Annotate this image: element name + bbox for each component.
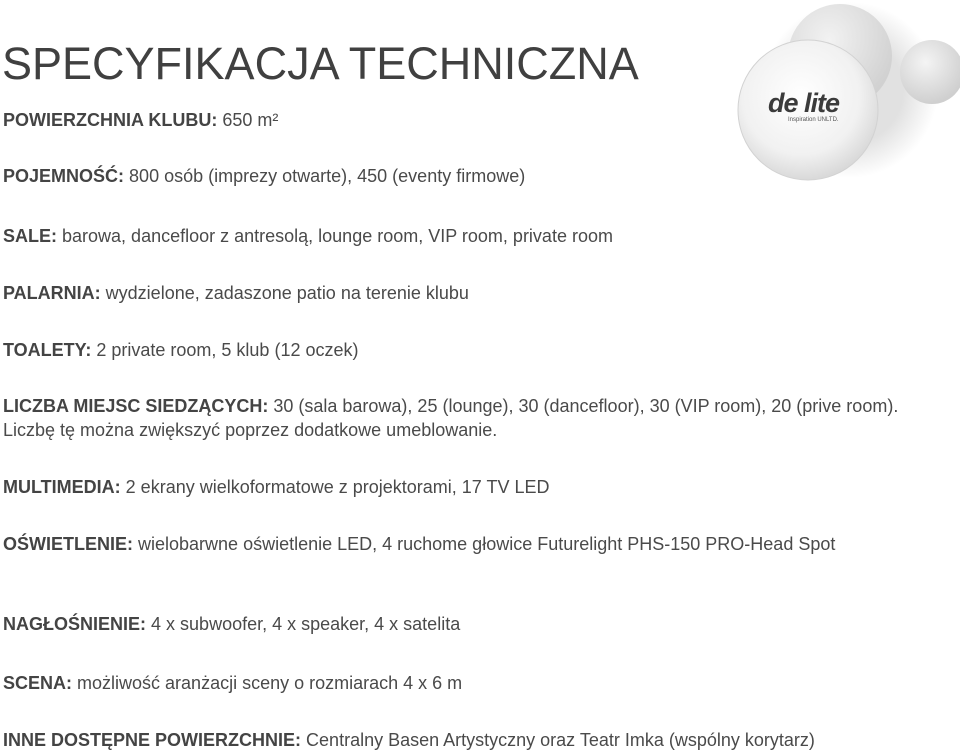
spec-value: 650 m² — [222, 110, 279, 130]
spec-value: 800 osób (imprezy otwarte), 450 (eventy firmowe) — [129, 166, 526, 186]
spec-toilets — [3, 338, 903, 362]
page-title: SPECYFIKACJA TECHNICZNA — [2, 38, 639, 89]
spec-label: SCENA: — [3, 673, 73, 693]
spec-value: barowa, dancefloor z antresolą, lounge room, VIP room, private room — [62, 226, 613, 246]
spec-multimedia — [3, 475, 903, 499]
spec-value: wielobarwne oświetlenie LED, 4 ruchome głowice Futurelight PHS-150 PRO-Head Spot — [138, 534, 836, 554]
logo-tagline: Inspiration UNLTD. — [788, 117, 839, 123]
spec-value: Centralny Basen Artystyczny oraz Teatr Imka (wspólny korytarz) — [306, 730, 815, 750]
spec-smoking-area — [3, 281, 903, 305]
spec-sound-system — [3, 612, 903, 636]
spec-label: INNE DOSTĘPNE POWIERZCHNIE: — [3, 730, 302, 750]
spec-label: TOALETY: — [3, 340, 92, 360]
spec-value: 2 private room, 5 klub (12 oczek) — [96, 340, 359, 360]
spec-rooms — [3, 224, 903, 248]
spec-label: LICZBA MIEJSC SIEDZĄCYCH: — [3, 396, 269, 416]
spec-seating — [3, 394, 903, 442]
spec-value: 4 x subwoofer, 4 x speaker, 4 x satelita — [151, 614, 461, 634]
spec-label: OŚWIETLENIE: — [3, 534, 133, 554]
logo-wordmark: de lite — [768, 88, 840, 118]
spec-label: PALARNIA: — [3, 283, 101, 303]
spec-label: MULTIMEDIA: — [3, 477, 121, 497]
spec-label: NAGŁOŚNIENIE: — [3, 614, 147, 634]
spec-other-spaces — [3, 728, 953, 752]
spec-lighting — [3, 532, 903, 556]
spec-value: możliwość aranżacji sceny o rozmiarach 4 x 6 m — [77, 673, 463, 693]
spec-label: POJEMNOŚĆ: — [3, 166, 125, 186]
spec-value: wydzielone, zadaszone patio na terenie klubu — [105, 283, 469, 303]
spec-stage — [3, 671, 903, 695]
spec-value: 2 ekrany wielkoformatowe z projektorami, 17 TV LED — [125, 477, 550, 497]
spec-label: SALE: — [3, 226, 57, 246]
spec-capacity — [3, 164, 903, 188]
spec-value: 30 (sala barowa), 25 (lounge), 30 (dancefloor), 30 (VIP room), 20 (prive room). Liczbę tę można zwiększyć poprzez dodatkowe umeblowanie. — [3, 396, 899, 440]
spec-label: POWIERZCHNIA KLUBU: — [3, 110, 218, 130]
spec-surface-area — [3, 108, 903, 132]
